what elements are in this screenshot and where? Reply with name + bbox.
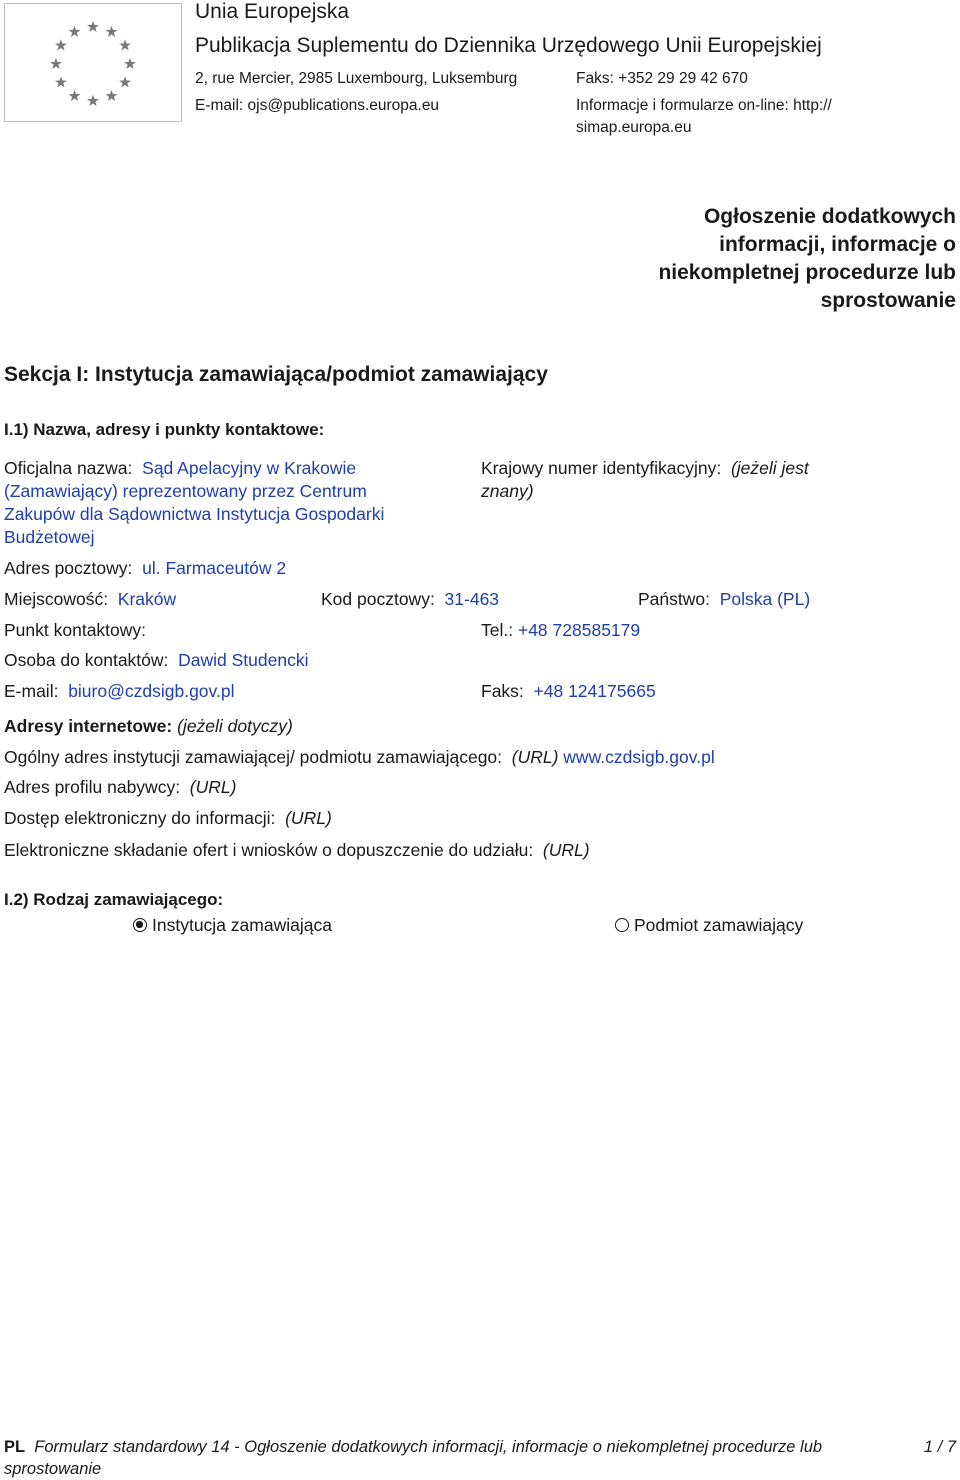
electronic-access-label: Dostęp elektroniczny do informacji: [4, 808, 276, 828]
subsection-1-2-heading: I.2) Rodzaj zamawiającego: [4, 890, 224, 909]
title-line: sprostowanie [820, 289, 956, 312]
star-icon [50, 58, 62, 69]
office-fax: Faks: +352 29 29 42 670 [576, 70, 748, 87]
internet-note: (jeżeli dotyczy) [177, 716, 293, 736]
official-name-label: Oficjalna nazwa: [4, 458, 133, 478]
buyer-profile-row [4, 776, 236, 799]
postcode-value: 31-463 [444, 589, 500, 609]
postal-address-value: ul. Farmaceutów 2 [142, 558, 287, 578]
internet-heading: Adresy internetowe: [4, 716, 173, 736]
footer-form-title: sprostowanie [4, 1460, 102, 1478]
postcode-label: Kod pocztowy: [321, 589, 435, 609]
office-address: 2, rue Mercier, 2985 Luxembourg, Luksemburg [195, 70, 518, 87]
fax-value: +48 124175665 [533, 681, 656, 701]
electronic-access-row [4, 807, 332, 830]
radio-unchecked-icon[interactable] [615, 918, 629, 932]
contact-person-value: Dawid Studencki [178, 650, 309, 670]
official-name-value: Budżetowej [4, 527, 95, 547]
buyer-profile-label: Adres profilu nabywcy: [4, 777, 181, 797]
org-name: Unia Europejska [195, 0, 350, 23]
city-row [4, 588, 176, 611]
star-icon [55, 76, 67, 87]
url-tag: (URL) [189, 777, 237, 797]
country-label: Państwo: [638, 589, 710, 609]
official-name-value: Zakupów dla Sądownictwa Instytucja Gospodarki [4, 504, 385, 524]
authority-type-option[interactable] [133, 914, 332, 937]
eu-stars-flag-icon [4, 3, 182, 122]
option-label: Podmiot zamawiający [634, 915, 804, 935]
star-icon [87, 95, 99, 106]
email-value[interactable]: biuro@czdsigb.gov.pl [68, 681, 235, 701]
country-value: Polska (PL) [719, 589, 811, 609]
section-heading: Sekcja I: Instytucja zamawiająca/podmiot zamawiający [4, 363, 548, 386]
online-info-line1: Informacje i formularze on-line: http:// [576, 97, 832, 114]
email-row [4, 680, 234, 703]
star-icon [106, 90, 118, 101]
general-address-row [4, 746, 715, 769]
office-email: E-mail: ojs@publications.europa.eu [195, 97, 440, 114]
official-name-block [4, 457, 464, 549]
contact-point-label: Punkt kontaktowy: [4, 620, 147, 640]
fax-row [481, 680, 656, 703]
national-id-note: (jeżeli jest [730, 458, 809, 478]
footer-lang: PL [4, 1438, 26, 1456]
url-tag: (URL) [285, 808, 332, 828]
subsection-1-1-heading: I.1) Nazwa, adresy i punkty kontaktowe: [4, 420, 325, 439]
title-line: informacji, informacje o [719, 233, 956, 256]
postal-address-label: Adres pocztowy: [4, 558, 133, 578]
contact-person-label: Osoba do kontaktów: [4, 650, 169, 670]
national-id-label: Krajowy numer identyfikacyjny: [481, 458, 722, 478]
online-info-link[interactable]: simap.europa.eu [576, 119, 692, 136]
star-icon [69, 90, 81, 101]
publication-name: Publikacja Suplementu do Dziennika Urzędowego Unii Europejskiej [195, 34, 822, 57]
tel-row [481, 619, 640, 642]
url-tag: (URL) [511, 747, 559, 767]
official-name-value: Sąd Apelacyjny w Krakowie [142, 458, 357, 478]
contact-person-row [4, 649, 309, 672]
country-row [638, 588, 810, 611]
option-label: Instytucja zamawiająca [152, 915, 332, 935]
general-address-label: Ogólny adres instytucji zamawiającej/ podmiotu zamawiającego: [4, 747, 503, 767]
title-line: Ogłoszenie dodatkowych [703, 205, 956, 228]
electronic-submission-row [4, 839, 590, 862]
star-icon [87, 21, 99, 32]
document-title [596, 203, 956, 315]
fax-label: Faks: [481, 681, 524, 701]
postal-address-row [4, 557, 286, 580]
star-icon [106, 26, 118, 37]
star-icon [119, 39, 131, 50]
radio-checked-icon[interactable] [133, 918, 147, 932]
title-line: niekompletnej procedurze lub [658, 261, 956, 284]
national-id-note: znany) [481, 481, 534, 501]
star-icon [69, 26, 81, 37]
star-icon [55, 39, 67, 50]
postcode-row [321, 588, 499, 611]
city-label: Miejscowość: [4, 589, 109, 609]
city-value: Kraków [117, 589, 177, 609]
general-address-link[interactable]: www.czdsigb.gov.pl [563, 747, 715, 767]
star-icon [119, 76, 131, 87]
tel-value: +48 728585179 [517, 620, 641, 640]
email-label: E-mail: [4, 681, 59, 701]
tel-label: Tel.: [481, 620, 514, 640]
url-tag: (URL) [542, 840, 590, 860]
footer-form-title: Formularz standardowy 14 - Ogłoszenie dodatkowych informacji, informacje o niekompletnej procedurze lub [34, 1438, 823, 1456]
page-number: 1 / 7 [923, 1438, 956, 1456]
internet-heading-row [4, 715, 293, 738]
footer-form-info [4, 1436, 904, 1480]
authority-type-option[interactable] [615, 914, 803, 937]
star-icon [124, 58, 136, 69]
national-id-block [481, 457, 951, 503]
official-name-value: (Zamawiający) reprezentowany przez Centrum [4, 481, 367, 501]
electronic-submission-label: Elektroniczne składanie ofert i wniosków o dopuszczenie do udziału: [4, 840, 534, 860]
